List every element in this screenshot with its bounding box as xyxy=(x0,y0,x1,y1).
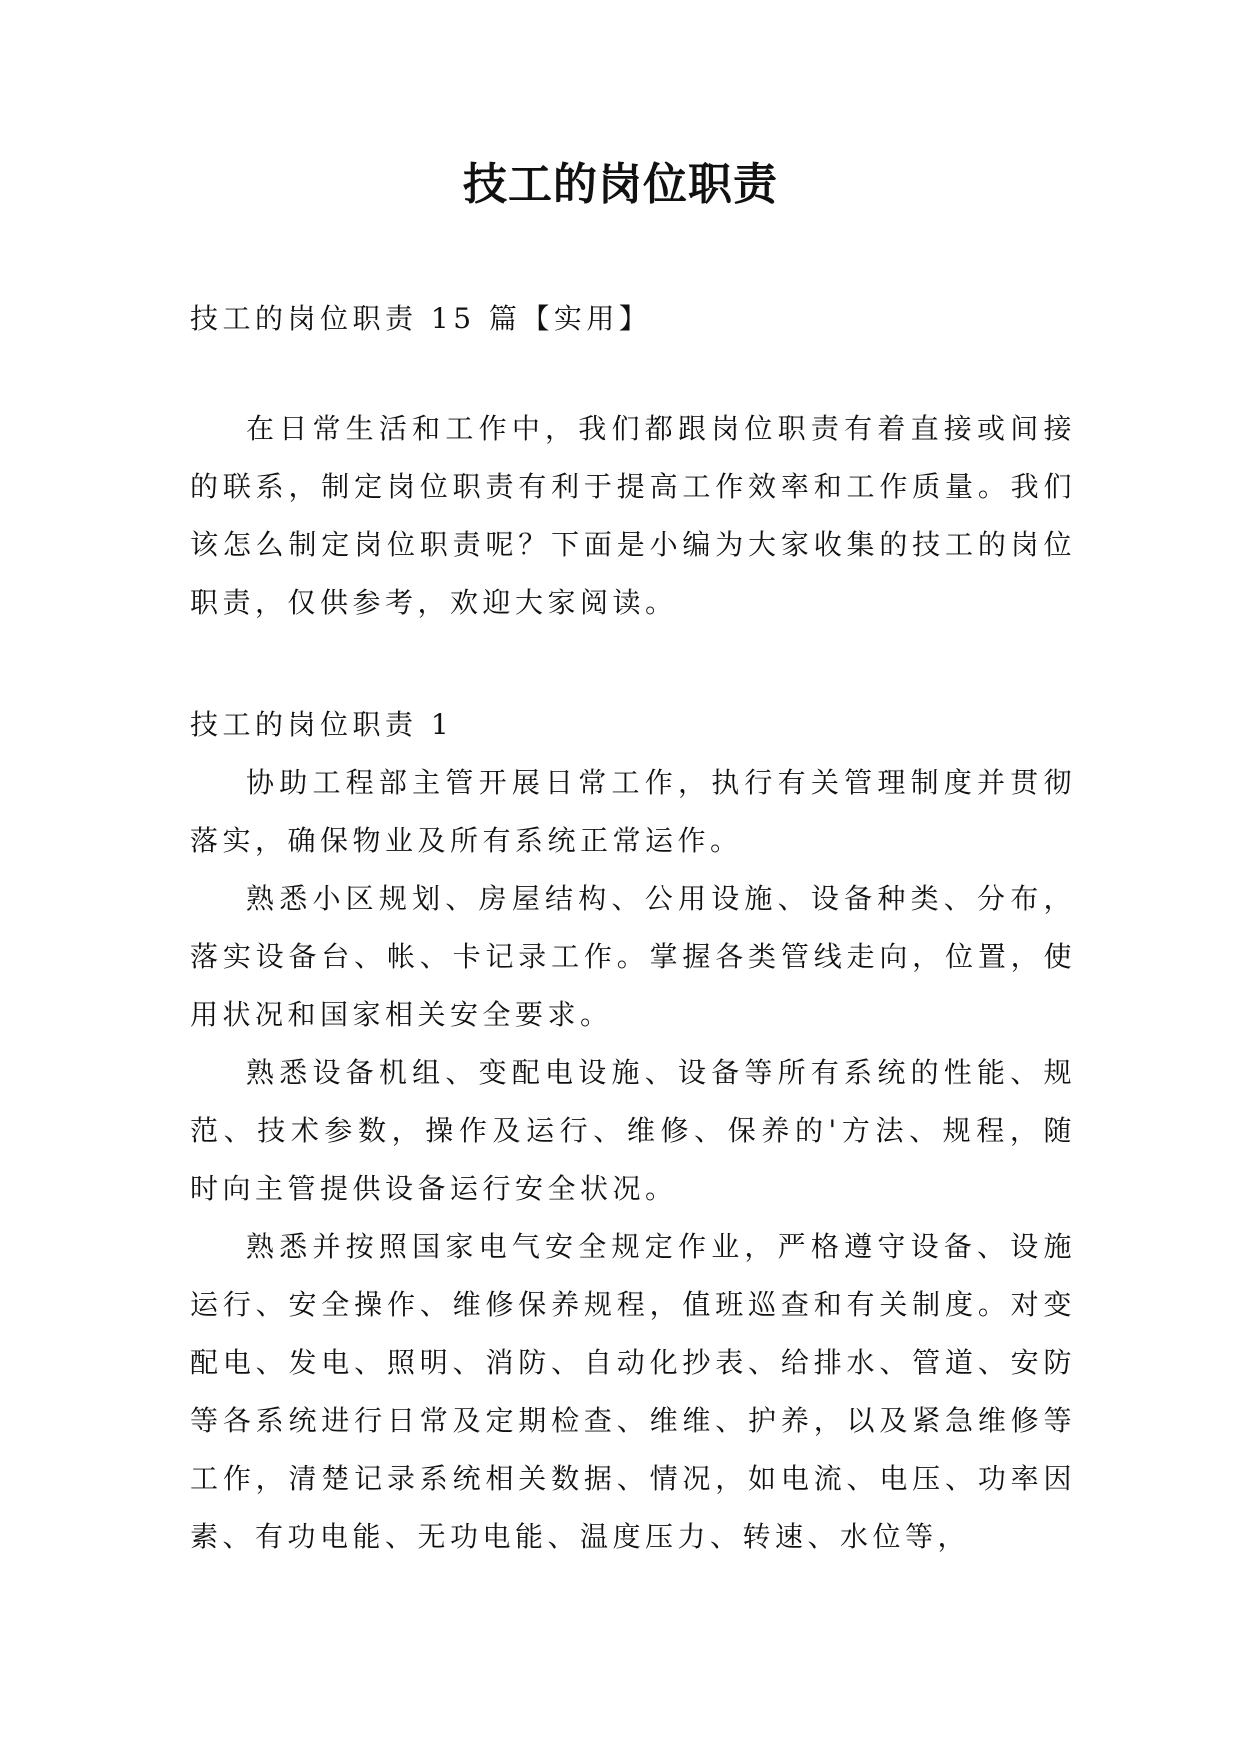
document-title: 技工的岗位职责 xyxy=(463,159,778,210)
section-heading: 技工的岗位职责 1 xyxy=(190,708,454,741)
section-body xyxy=(190,754,1076,1566)
section-paragraph: 熟悉小区规划、房屋结构、公用设施、设备种类、分布，落实设备台、帐、卡记录工作。掌握各类管线走向，位置，使用状况和国家相关安全要求。 xyxy=(190,882,1076,1031)
section-paragraph: 熟悉并按照国家电气安全规定作业，严格遵守设备、设施运行、安全操作、维修保养规程，值班巡查和有关制度。对变配电、发电、照明、消防、自动化抄表、给排水、管道、安防等各系统进行日常及定期检查、维维、护养，以及紧急维修等工作，清楚记录系统相关数据、情况，如电流、电压、功率因素、有功电能、无功电能、温度压力、转速、水位等， xyxy=(190,1230,1076,1553)
section-paragraph: 熟悉设备机组、变配电设施、设备等所有系统的性能、规范、技术参数，操作及运行、维修、保养的'方法、规程，随时向主管提供设备运行安全状况。 xyxy=(190,1056,1076,1205)
intro-paragraph xyxy=(190,400,1076,632)
section-paragraph: 协助工程部主管开展日常工作，执行有关管理制度并贯彻落实，确保物业及所有系统正常运作。 xyxy=(190,766,1076,857)
document-subtitle: 技工的岗位职责 15 篇【实用】 xyxy=(190,302,652,335)
intro-text: 在日常生活和工作中，我们都跟岗位职责有着直接或间接的联系，制定岗位职责有利于提高工作效率和工作质量。我们该怎么制定岗位职责呢？下面是小编为大家收集的技工的岗位职责，仅供参考，欢迎大家阅读。 xyxy=(190,412,1076,619)
